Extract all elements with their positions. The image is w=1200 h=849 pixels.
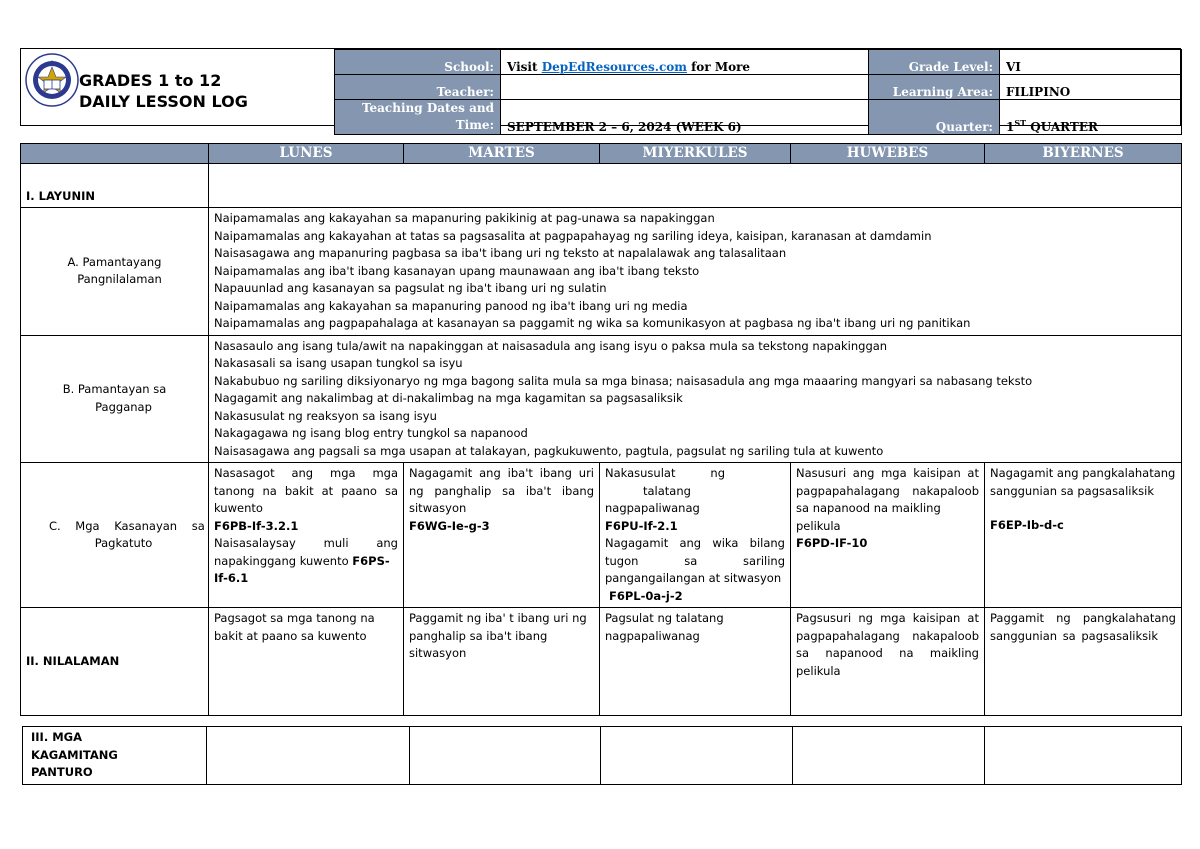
- pg-line: Nagagamit ang nakalimbag at di-nakalimbag na mga kagamitan sa pagsasaliksik: [214, 391, 683, 405]
- day-miyerkules: MIYERKULES: [600, 144, 791, 164]
- lesson-log-table: [20, 143, 1182, 716]
- ks-huw-text2: pelikula: [796, 518, 841, 533]
- quarter-label: Quarter:: [869, 100, 1000, 135]
- ks-huw-code: F6PD-IF-10: [796, 536, 868, 550]
- kagamitan-lunes: [207, 727, 410, 785]
- days-header-row: [21, 144, 1182, 164]
- day-biyernes: BIYERNES: [985, 144, 1182, 164]
- pg-line: Nakagagawa ng isang blog entry tungkol sa napanood: [214, 426, 528, 440]
- ks-miy-a: Nakasusulat: [605, 466, 676, 480]
- nilalaman-lunes: Pagsagot sa mga tanong na bakit at paano sa kuwento: [209, 608, 404, 716]
- kasanayan-lunes: [209, 463, 404, 608]
- ks-biy-code: F6EP-Ib-d-c: [990, 518, 1064, 532]
- ks-lunes-code2b: If-6.1: [214, 571, 249, 585]
- pamantayan-sa-pagganap-label: [21, 335, 209, 463]
- quarter-value: [1000, 100, 1182, 135]
- ks-lunes-code2a: F6PS-: [352, 553, 390, 568]
- pp-line: Naipamamalas ang iba't ibang kasanayan upang maunawaan ang iba't ibang teksto: [214, 263, 700, 278]
- kagamitan-martes: [410, 727, 601, 785]
- ks-miy-d: nagpapaliwanag: [605, 501, 700, 515]
- kg-label-line3: PANTURO: [31, 765, 93, 779]
- learning-area-label: Learning Area:: [869, 75, 1000, 100]
- pamantayang-pangnilalaman-content: [209, 208, 1182, 336]
- pg-line: Nakasusulat ng reaksyon sa isang isyu: [214, 408, 437, 423]
- pg-line: Naisasagawa ang pagsali sa mga usapan at talakayan, pagkukuwento, pagtula, pagsulat ng sariling tula at kuwento: [214, 443, 884, 458]
- day-martes: MARTES: [404, 144, 600, 164]
- school-label: School:: [335, 50, 501, 75]
- ks-miy-code1: F6PU-If-2.1: [605, 518, 678, 533]
- kasanayan-row: [21, 463, 1182, 608]
- page-title-line2: DAILY LESSON LOG: [79, 92, 248, 111]
- teacher-label: Teacher:: [335, 75, 501, 100]
- pg-line: Nakasasali sa isang usapan tungkol sa isyu: [214, 356, 463, 370]
- kg-label-line1: III. MGA: [31, 730, 82, 744]
- pp-line: Naisasagawa ang mapanuring pagbasa sa iba't ibang uri ng teksto at napalalawak ang talasalitaan: [214, 246, 787, 260]
- kasanayan-miyerkules: [600, 463, 791, 608]
- ks-lunes-text1: Nasasagot ang mga mga tanong na bakit at paano sa kuwento: [214, 466, 398, 515]
- pamantayan-sa-pagganap-row: [21, 335, 1182, 463]
- ks-huw-text: Nasusuri ang mga kaisipan at pagpapahalagang nakapaloob sa napanood na maikling: [796, 466, 979, 515]
- page-title-line1: GRADES 1 to 12: [79, 71, 222, 90]
- ks-lunes-text2: Naisasalaysay muli ang napakinggang kuwento: [214, 536, 398, 568]
- days-header-corner: [21, 144, 209, 164]
- pp-label-line2: Pangnilalaman: [77, 272, 162, 287]
- kasanayan-biyernes: [985, 463, 1182, 608]
- kagamitan-huwebes: [793, 727, 985, 785]
- dates-label-line2: Time:: [455, 118, 494, 132]
- header-box: [20, 48, 1181, 134]
- nilalaman-label: II. NILALAMAN: [21, 608, 209, 716]
- nilalaman-martes: Paggamit ng iba' t ibang uri ng panghalip sa iba't ibang sitwasyon: [404, 608, 600, 716]
- layunin-label: I. LAYUNIN: [21, 164, 209, 208]
- kasanayan-label: [21, 463, 209, 608]
- ks-miy-code2: F6PL-0a-j-2: [609, 588, 683, 603]
- ks-miy-c: talatang: [643, 483, 691, 498]
- pamantayan-sa-pagganap-content: [209, 335, 1182, 463]
- deped-seal-icon: [25, 53, 79, 107]
- quarter-sup: ST: [1014, 118, 1027, 128]
- pp-line: Naipamamalas ang pagpapahalaga at kasanayan sa paggamit ng wika sa komunikasyon at pagbasa ng iba't ibang uri ng panitikan: [214, 316, 971, 330]
- ks-martes-code: F6WG-Ie-g-3: [409, 518, 490, 533]
- kg-label-line2: KAGAMITANG: [31, 747, 118, 762]
- pg-label-line2: Pagganap: [95, 399, 152, 414]
- header-info-table: [334, 49, 1182, 135]
- ks-lunes-text2-wrap: [214, 535, 398, 570]
- pamantayang-pangnilalaman-label: [21, 208, 209, 336]
- pp-label-line1: A. Pamantayang: [67, 254, 162, 269]
- ks-lunes-code1: F6PB-If-3.2.1: [214, 518, 299, 533]
- ks-miy-text2: Nagagamit ang wika bilang tugon sa sariling pangangailangan at sitwasyon: [605, 536, 785, 585]
- learning-area-value: FILIPINO: [1000, 75, 1182, 100]
- pg-line: Nakabubuo ng sariling diksiyonaryo ng mga bagong salita mula sa mga binasa; naisasadula ang mga maaaring mangyari sa nabasang teksto: [214, 373, 1033, 388]
- kagamitan-table: [22, 726, 1182, 785]
- ks-martes-text: Nagagamit ang iba't ibang uri ng panghalip sa iba't ibang sitwasyon: [409, 466, 594, 515]
- grade-level-label: Grade Level:: [869, 50, 1000, 75]
- pp-line: Napauunlad ang kasanayan sa pagsulat ng iba't ibang uri ng sulatin: [214, 281, 607, 295]
- dates-label-line1: Teaching Dates and: [361, 101, 494, 115]
- nilalaman-huwebes: Pagsusuri ng mga kaisipan at pagpapahalagang nakapaloob sa napanood na maikling pelikula: [791, 608, 985, 716]
- kagamitan-biyernes: [985, 727, 1182, 785]
- pamantayang-pangnilalaman-row: [21, 208, 1182, 336]
- ks-label-line1: C. Mga Kasanayan sa: [49, 518, 205, 533]
- grade-level-value: VI: [1000, 50, 1182, 75]
- school-link[interactable]: DepEdResources.com: [541, 60, 687, 74]
- ks-biy-text: Nagagamit ang pangkalahatang sanggunian sa pagsasaliksik: [990, 466, 1176, 498]
- dates-label: [335, 100, 501, 135]
- kagamitan-row: [23, 727, 1182, 785]
- pp-line: Naipamamalas ang kakayahan sa mapanuring panood ng iba't ibang uri ng media: [214, 298, 688, 313]
- pp-line: Naipamamalas ang kakayahan at tatas sa pagsasalita at pagpapahayag ng sariling ideya, kaisipan, karanasan at damdamin: [214, 228, 932, 243]
- ks-miy-b: ng: [710, 466, 725, 480]
- kasanayan-huwebes: [791, 463, 985, 608]
- school-suffix: for More: [686, 60, 751, 74]
- page-title: [79, 70, 248, 112]
- day-lunes: LUNES: [209, 144, 404, 164]
- quarter-rest: QUARTER: [1026, 120, 1098, 134]
- nilalaman-miyerkules: Pagsulat ng talatang nagpapaliwanag: [600, 608, 791, 716]
- pg-line: Nasasaulo ang isang tula/awit na napakinggan at naisasadula ang isang isyu o paksa mula sa tekstong napakinggan: [214, 338, 888, 353]
- layunin-content: [209, 164, 1182, 208]
- day-huwebes: HUWEBES: [791, 144, 985, 164]
- teacher-value: [501, 75, 869, 100]
- school-value: [501, 50, 869, 75]
- pp-line: Naipamamalas ang kakayahan sa mapanuring pakikinig at pag-unawa sa napakinggan: [214, 211, 715, 225]
- dates-value: SEPTEMBER 2 – 6, 2024 (WEEK 6): [501, 100, 869, 135]
- pg-label-line1: B. Pamantayan sa: [62, 382, 167, 397]
- school-prefix: Visit: [507, 60, 542, 74]
- ks-label-line2: Pagkatuto: [94, 536, 153, 550]
- kasanayan-martes: [404, 463, 600, 608]
- layunin-row: [21, 164, 1182, 208]
- kagamitan-label: [23, 727, 207, 785]
- nilalaman-biyernes: Paggamit ng pangkalahatang sanggunian sa pagsasaliksik: [985, 608, 1182, 716]
- nilalaman-row: [21, 608, 1182, 716]
- ks-miy-line1: [605, 465, 785, 483]
- quarter-num: 1: [1006, 120, 1015, 134]
- kagamitan-miyerkules: [601, 727, 793, 785]
